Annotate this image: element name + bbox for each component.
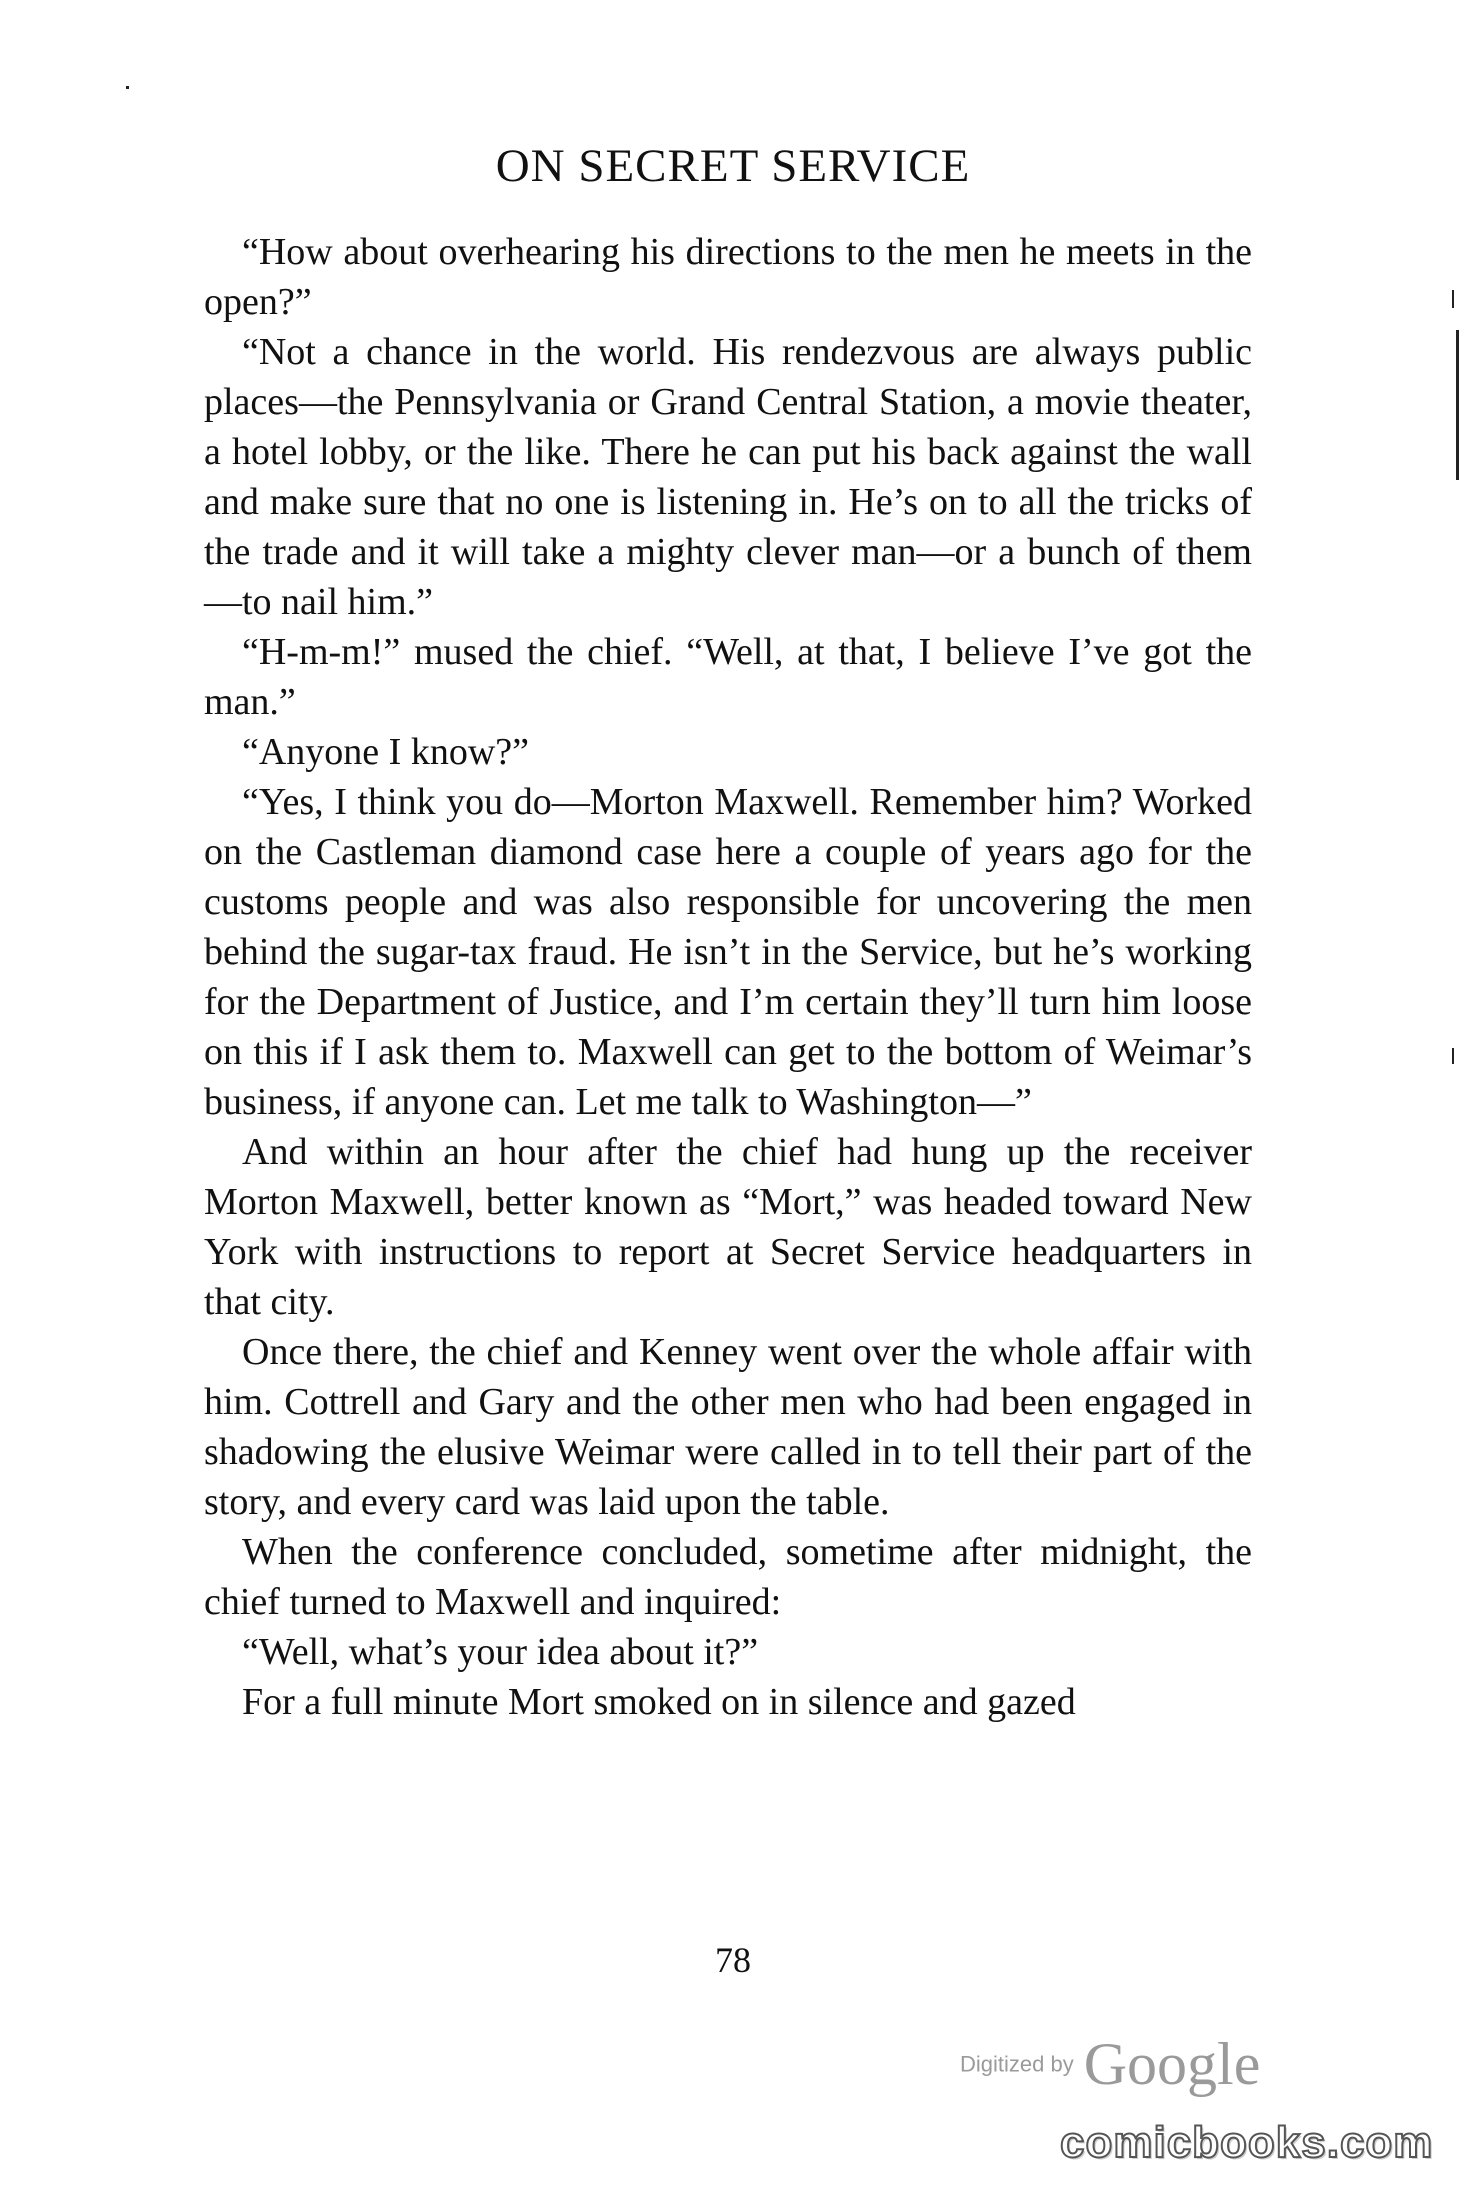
paragraph: “How about overhearing his directions to the men he meets in the open?”: [204, 231, 1252, 323]
site-watermark: comicbooks.com: [1060, 2118, 1434, 2167]
digitized-by-stamp: [960, 2030, 1300, 2099]
page-number: 78: [715, 1940, 751, 1980]
paragraph: For a full minute Mort smoked on in silence and gazed: [242, 1681, 1076, 1723]
scan-mark: [1456, 330, 1459, 480]
paragraph: And within an hour after the chief had hung up the receiver Morton Maxwell, better known as “Mort,” was headed toward New York with instructions to report at Secret Service headquarters in that city.: [204, 1131, 1252, 1323]
body-text: [204, 227, 1252, 1727]
paragraph: Once there, the chief and Kenney went over the whole affair with him. Cottrell and Gary and the other men who had been engaged in shadowing the elusive Weimar were called in to tell their part of the story, and every card was laid upon the table.: [204, 1331, 1252, 1523]
paragraph: “H-m-m!” mused the chief. “Well, at that, I believe I’ve got the man.”: [204, 631, 1252, 723]
paragraph: When the conference concluded, sometime after midnight, the chief turned to Maxwell and inquired:: [204, 1531, 1252, 1623]
google-logo-text: Google: [1083, 2031, 1261, 2097]
scan-mark: [1452, 1048, 1454, 1064]
paragraph: “Not a chance in the world. His rendezvous are always public places—the Pennsylvania or Grand Central Station, a movie theater, a hotel lobby, or the like. There he can put his back against the wall and make sure that no one is listening in. He’s on to all the tricks of the trade and it will take a mighty clever man—or a bunch of them—to nail him.”: [204, 331, 1252, 623]
scan-mark: [126, 86, 129, 89]
paragraph: “Well, what’s your idea about it?”: [242, 1631, 759, 1673]
paragraph: “Anyone I know?”: [242, 731, 530, 773]
digitized-by-label: Digitized by: [960, 2051, 1074, 2077]
scan-mark: [1452, 290, 1454, 308]
running-head: ON SECRET SERVICE: [495, 140, 971, 192]
paragraph: “Yes, I think you do—Morton Maxwell. Remember him? Worked on the Castleman diamond case here a couple of years ago for the customs people and was also responsible for uncovering the men behind the sugar-tax fraud. He isn’t in the Service, but he’s working for the Department of Justice, and I’m certain they’ll turn him loose on this if I ask them to. Maxwell can get to the bottom of Weimar’s business, if anyone can. Let me talk to Washington—”: [204, 781, 1252, 1123]
